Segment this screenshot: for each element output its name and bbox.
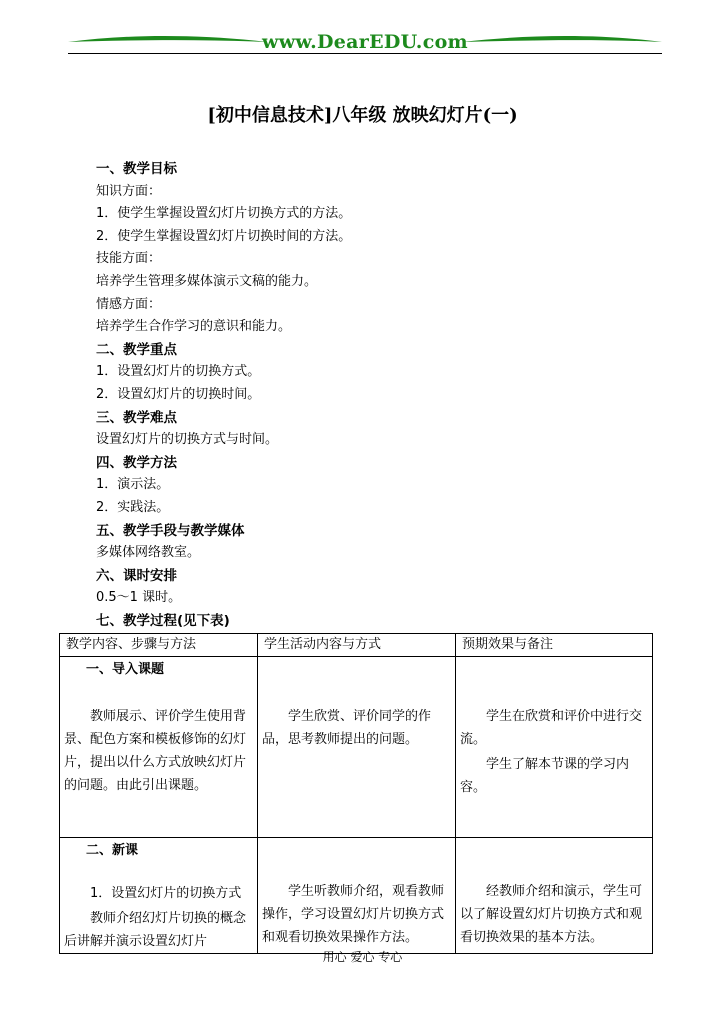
section-title: 二、新课 [86,843,139,858]
header-rule [68,53,662,54]
site-url: www.DearEDU.com [262,31,468,53]
body-line: 培养学生合作学习的意识和能力。 [96,319,292,335]
table-cell [60,657,258,838]
body-line: 技能方面： [96,251,162,267]
section-heading: 五、教学手段与教学媒体 [96,522,245,539]
section-heading: 一、教学目标 [96,161,177,177]
cell-text: 经教师介绍和演示，学生可以了解设置幻灯片切换方式和观看切换效果的基本方法。 [460,884,643,945]
table-header-cell: 学生活动内容与方式 [258,634,456,657]
table-cell [258,657,456,838]
section-heading: 四、教学方法 [96,454,177,471]
body-line: 多媒体网络教室。 [96,545,201,561]
cell-text: 学生了解本节课的学习内容。 [460,757,630,795]
body-line: 2．实践法。 [96,499,170,515]
body-line: 2．设置幻灯片的切换时间。 [96,386,261,402]
table-cell [456,657,653,838]
table-header-cell: 教学内容、步骤与方法 [60,634,258,657]
section-title: 一、导入课题 [86,662,165,677]
table-cell [60,838,258,954]
body-line: 情感方面： [96,296,162,312]
body-line: 设置幻灯片的切换方式与时间。 [96,432,279,448]
body-line: 1．使学生掌握设置幻灯片切换方式的方法。 [96,206,352,222]
cell-text: 1．设置幻灯片的切换方式 [90,886,242,901]
table-header-cell: 预期效果与备注 [456,634,653,657]
body-line: 2．使学生掌握设置幻灯片切换时间的方法。 [96,228,352,244]
body-line: 1．演示法。 [96,477,170,493]
cell-text: 学生欣赏、评价同学的作品，思考教师提出的问题。 [262,709,432,747]
section-heading: 七、教学过程(见下表) [96,612,230,629]
table-header-row [60,634,653,657]
page-title: [初中信息技术]八年级 放映幻灯片(一) [207,105,518,126]
table-row [60,838,653,954]
header-banner [68,30,662,54]
body-line: 1．设置幻灯片的切换方式。 [96,364,261,380]
section-heading: 六、课时安排 [96,567,177,584]
body-line: 培养学生管理多媒体演示文稿的能力。 [96,273,318,289]
page-footer: 用心 爱心 专心 [322,950,403,964]
cell-text: 教师展示、评价学生使用背景、配色方案和模板修饰的幻灯片，提出以什么方式放映幻灯片的问题。由此引出课题。 [64,709,247,793]
body-line: 0.5～1 课时。 [96,590,182,606]
cell-text: 教师介绍幻灯片切换的概念后讲解并演示设置幻灯片 [64,911,247,949]
table-cell [258,838,456,954]
section-heading: 二、教学重点 [96,341,177,358]
cell-text: 学生在欣赏和评价中进行交流。 [460,709,643,747]
table-row [60,657,653,838]
teaching-process-table [59,633,653,954]
body-line: 知识方面： [96,183,162,199]
section-heading: 三、教学难点 [96,409,177,426]
cell-text: 学生听教师介绍，观看教师操作，学习设置幻灯片切换方式和观看切换效果操作方法。 [262,884,445,945]
table-cell [456,838,653,954]
document-body [96,158,656,632]
